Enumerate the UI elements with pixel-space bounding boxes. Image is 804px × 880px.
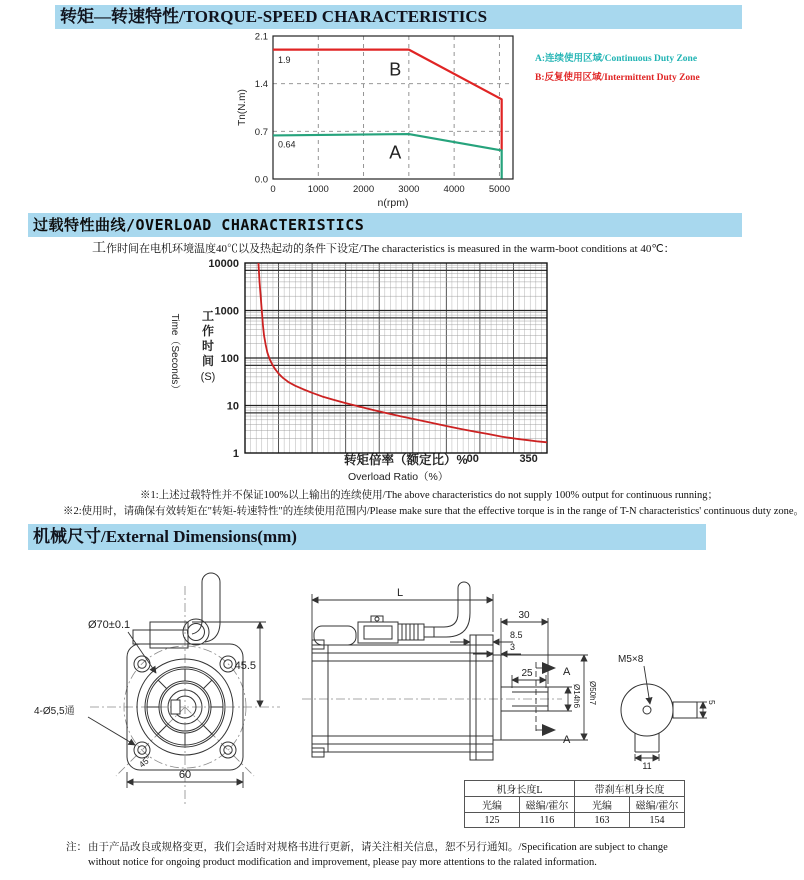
section-label-a-top: A	[563, 666, 571, 678]
overload-subtitle-lead: 工	[92, 241, 106, 256]
table-row	[465, 781, 685, 797]
svg-text:Overload Ratio（%）: Overload Ratio（%）	[348, 471, 449, 483]
dim-key-length-25: 25	[521, 668, 533, 679]
svg-text:0.7: 0.7	[254, 126, 268, 138]
legend-item-intermittent: B:反复使用区域/Intermittent Duty Zone	[535, 73, 700, 83]
section-header-overload: 过载特性曲线/OVERLOAD CHARACTERISTICS	[28, 213, 742, 237]
svg-text:00: 00	[466, 453, 479, 465]
dim-key-height-5: 5	[707, 700, 717, 705]
svg-text:1000: 1000	[307, 184, 329, 195]
svg-text:4000: 4000	[443, 184, 465, 195]
torque-speed-legend	[535, 50, 700, 88]
torque-speed-chart	[235, 26, 535, 211]
motor-side-view-drawing	[298, 576, 598, 796]
sub-header-magnetic-1: 磁编/霍尔	[520, 797, 575, 813]
motor-front-view-drawing	[30, 574, 315, 814]
connector-assembly-side	[314, 582, 470, 645]
dim-length-L: L	[396, 587, 404, 599]
sub-header-optical-1: 光编	[465, 797, 520, 813]
overload-subtitle-rest: 作时间在电机环境温度40℃以及热起动的条件下设定/The characteristics is measured in the warm-boot conditions at 40℃：	[106, 243, 675, 255]
svg-text:工: 工	[201, 309, 215, 323]
value-cell: 154	[630, 813, 685, 828]
disclaimer-note	[66, 840, 694, 870]
group-header-brake-length: 带刹车机身长度	[575, 781, 685, 797]
svg-text:B: B	[389, 59, 402, 80]
table-row	[465, 797, 685, 813]
dim-mounting-holes: 4-Ø5,5通	[34, 706, 75, 717]
svg-text:2.1: 2.1	[254, 31, 268, 43]
svg-text:5000: 5000	[488, 184, 510, 195]
overload-chart	[148, 252, 578, 490]
svg-text:1: 1	[232, 448, 239, 460]
dim-shaft-length-30: 30	[518, 610, 530, 621]
svg-text:3000: 3000	[398, 184, 420, 195]
dim-flange-8-5: 8.5	[510, 630, 523, 640]
sub-header-magnetic-2: 磁编/霍尔	[630, 797, 685, 813]
dim-angle-45: 45°	[136, 753, 154, 770]
pilot-boss	[493, 655, 501, 740]
dim-pilot-diameter-50: Ø50h7	[588, 681, 597, 706]
value-cell: 116	[520, 813, 575, 828]
svg-text:2000: 2000	[352, 184, 375, 195]
svg-text:A: A	[389, 142, 402, 163]
svg-text:100: 100	[220, 353, 239, 365]
svg-text:转矩倍率（额定比）%: 转矩倍率（额定比）%	[344, 453, 468, 467]
svg-text:Tn(N.m): Tn(N.m)	[237, 89, 248, 126]
svg-text:0.0: 0.0	[254, 174, 268, 186]
sub-header-optical-2: 光编	[575, 797, 630, 813]
overload-note-2: ※2:使用时，请确保有效转矩在"转矩-转速特性"的连续使用范围内/Please make sure that the effective torque is in the range of T-N characteristics' continuous duty zone。	[63, 506, 804, 517]
value-cell: 125	[465, 813, 520, 828]
shaft-section-view-drawing	[600, 648, 715, 770]
note-prefix: 注：	[66, 842, 87, 853]
overload-note-1: ※1:上述过载特性并不保证100%以上输出的连续使用/The above characteristics do not supply 100% output for continuous running；	[140, 490, 719, 501]
dim-tap-m5x8: M5×8	[618, 654, 644, 665]
note-text: 由于产品改良或规格变更，我们会适时对规格书进行更新，请关注相关信息，恕不另行通知。/Specification are subject to change without notice for ongoing product modification and improvement, please pay more attentions to the ralated information.	[88, 842, 668, 868]
dim-pilot-diameter: Ø70±0.1	[88, 619, 131, 631]
side-dimensions	[312, 594, 588, 740]
svg-text:0: 0	[270, 184, 276, 195]
body-length-table	[464, 780, 685, 828]
value-cell: 163	[575, 813, 630, 828]
dim-shaft-diameter: Ø14h6	[572, 684, 581, 709]
svg-text:1000: 1000	[214, 305, 239, 318]
key-stub	[673, 702, 697, 718]
group-header-body-length: 机身长度L	[465, 781, 575, 797]
svg-text:作: 作	[201, 324, 215, 338]
connector-assembly-front	[133, 573, 220, 648]
svg-text:间: 间	[201, 354, 215, 368]
svg-text:350: 350	[519, 453, 538, 465]
dim-key-width-11: 11	[642, 761, 652, 771]
svg-text:1.4: 1.4	[254, 79, 268, 91]
svg-text:时: 时	[201, 339, 215, 353]
table-row	[465, 813, 685, 828]
svg-text:10: 10	[226, 400, 239, 413]
keyway	[171, 700, 180, 714]
svg-text:Time（Seconds）: Time（Seconds）	[169, 313, 180, 395]
tap-hole	[643, 706, 651, 714]
section-header-dimensions: 机械尺寸/External Dimensions(mm)	[28, 524, 706, 550]
svg-text:10000: 10000	[208, 258, 239, 270]
dim-height-45-5: 45.5	[234, 660, 256, 672]
legend-item-continuous: A:连续使用区域/Continuous Duty Zone	[535, 54, 698, 64]
svg-text:0.64: 0.64	[277, 139, 296, 150]
shaft-end-circle	[621, 684, 673, 736]
svg-text:(S): (S)	[200, 371, 216, 383]
svg-text:n(rpm): n(rpm)	[377, 197, 409, 209]
dim-pilot-3: 3	[510, 642, 516, 652]
dim-width-60: 60	[178, 769, 192, 781]
section-header-torque-speed: 转矩—转速特性/TORQUE-SPEED CHARACTERISTICS	[55, 5, 742, 29]
svg-text:1.9: 1.9	[277, 55, 291, 66]
section-label-a-bottom: A	[563, 734, 571, 746]
